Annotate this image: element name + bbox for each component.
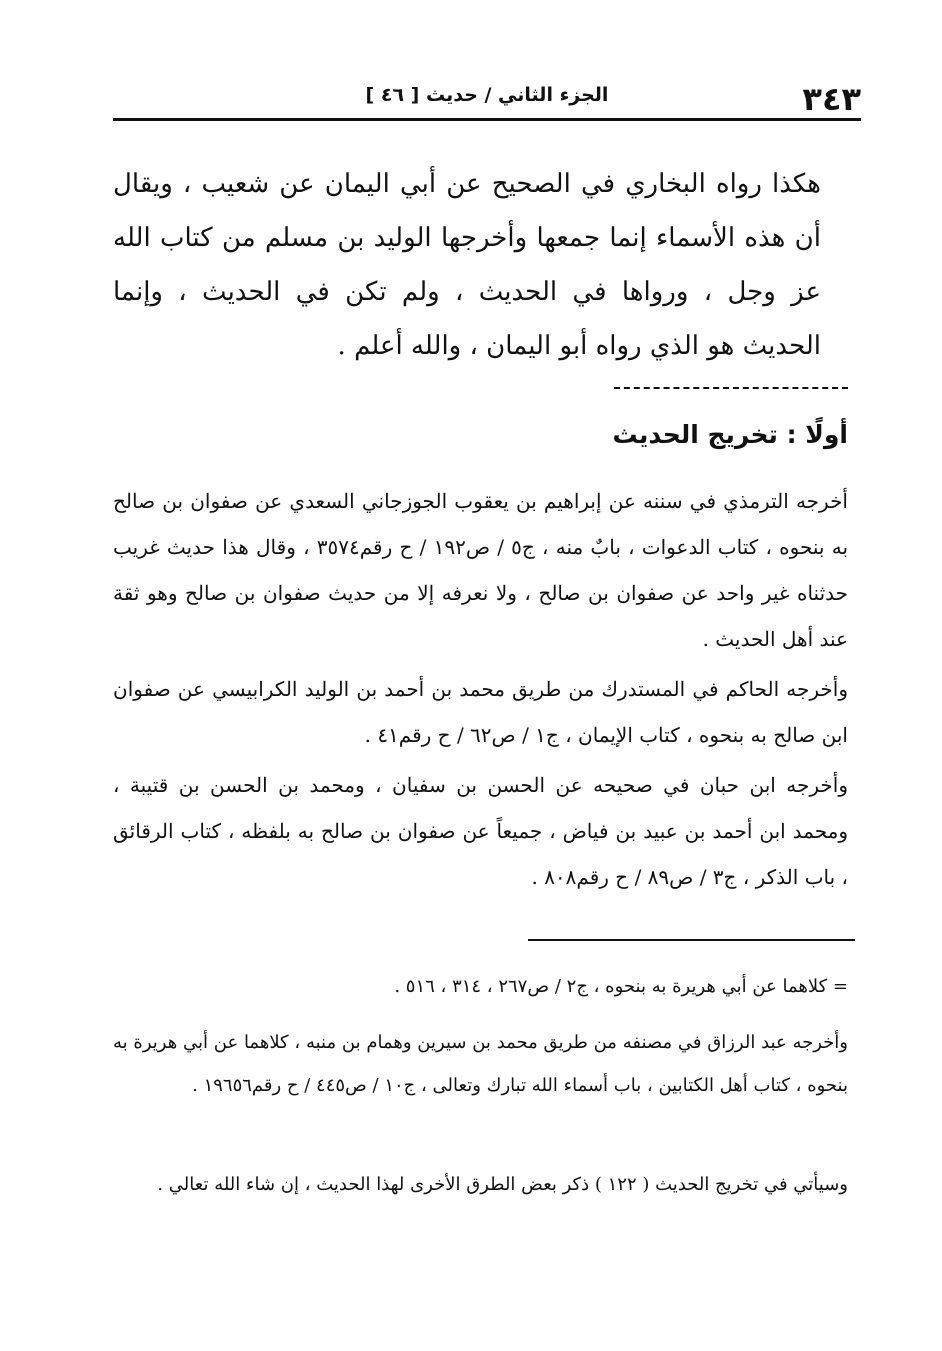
dashed-separator [614, 387, 848, 389]
page-header [113, 78, 861, 121]
section-heading: أولًا : تخريج الحديث [612, 420, 848, 449]
footnote-separator [528, 939, 855, 941]
paragraph-ibn-hibban: وأخرجه ابن حبان في صحيحه عن الحسن بن سفيان ، ومحمد بن الحسن بن قتيبة ، ومحمد ابن أحمد بن عبيد بن فياض ، جميعاً عن صفوان بن صالح به بلفظه ، كتاب الرقائق ، باب الذكر ، ج٣ / ص٨٩ / ح رقم٨٠٨ . [113, 773, 848, 889]
footnote-see-also: وسيأتي في تخريج الحديث ( ١٢٢ ) ذكر بعض الطرق الأخرى لهذا الحديث ، إن شاء الله تعالي . [157, 1174, 848, 1195]
footnote-continuation: = كلاهما عن أبي هريرة به بنحوه ، ج٢ / ص٢٦٧ ، ٣١٤ ، ٥١٦ . [394, 976, 848, 997]
intro-paragraph: هكذا رواه البخاري في الصحيح عن أبي اليمان عن شعيب ، ويقال أن هذه الأسماء إنما جمعها وأخرجها الوليد بن مسلم من كتاب الله عز وجل ، ورواها في الحديث ، ولم تكن في الحديث ، وإنما الحديث هو الذي رواه أبو اليمان ، والله أعلم . [113, 169, 821, 361]
paragraph-hakim: وأخرجه الحاكم في المستدرك من طريق محمد بن أحمد بن الوليد الكرابيسي عن صفوان ابن صالح به بنحوه ، كتاب الإيمان ، ج١ / ص٦٢ / ح رقم٤١ . [113, 677, 848, 747]
page-number: ٣٤٣ [802, 80, 861, 118]
paragraph-tirmidhi: أخرجه الترمذي في سننه عن إبراهيم بن يعقوب الجوزجاني السعدي عن صفوان بن صالح به بنحوه ، كتاب الدعوات ، بابٌ منه ، ج٥ / ص١٩٢ / ح رقم٣٥٧٤ ، وقال هذا حديث غريب حدثناه غير واحد عن صفوان بن صالح ، ولا نعرفه إلا من حديث صفوان بن صالح وهو ثقة عند أهل الحديث . [113, 489, 849, 651]
running-title: الجزء الثاني / حديث [ ٤٦ ] [365, 84, 609, 106]
footnote-abdurrazzaq: وأخرجه عبد الرزاق في مصنفه من طريق محمد بن سيرين وهمام بن منبه ، كلاهما عن أبي هريرة به بنحوه ، كتاب أهل الكتابين ، باب أسماء الله تبارك وتعالى ، ج١٠ / ص٤٤٥ / ح رقم١٩٦٥٦ . [113, 1032, 848, 1096]
